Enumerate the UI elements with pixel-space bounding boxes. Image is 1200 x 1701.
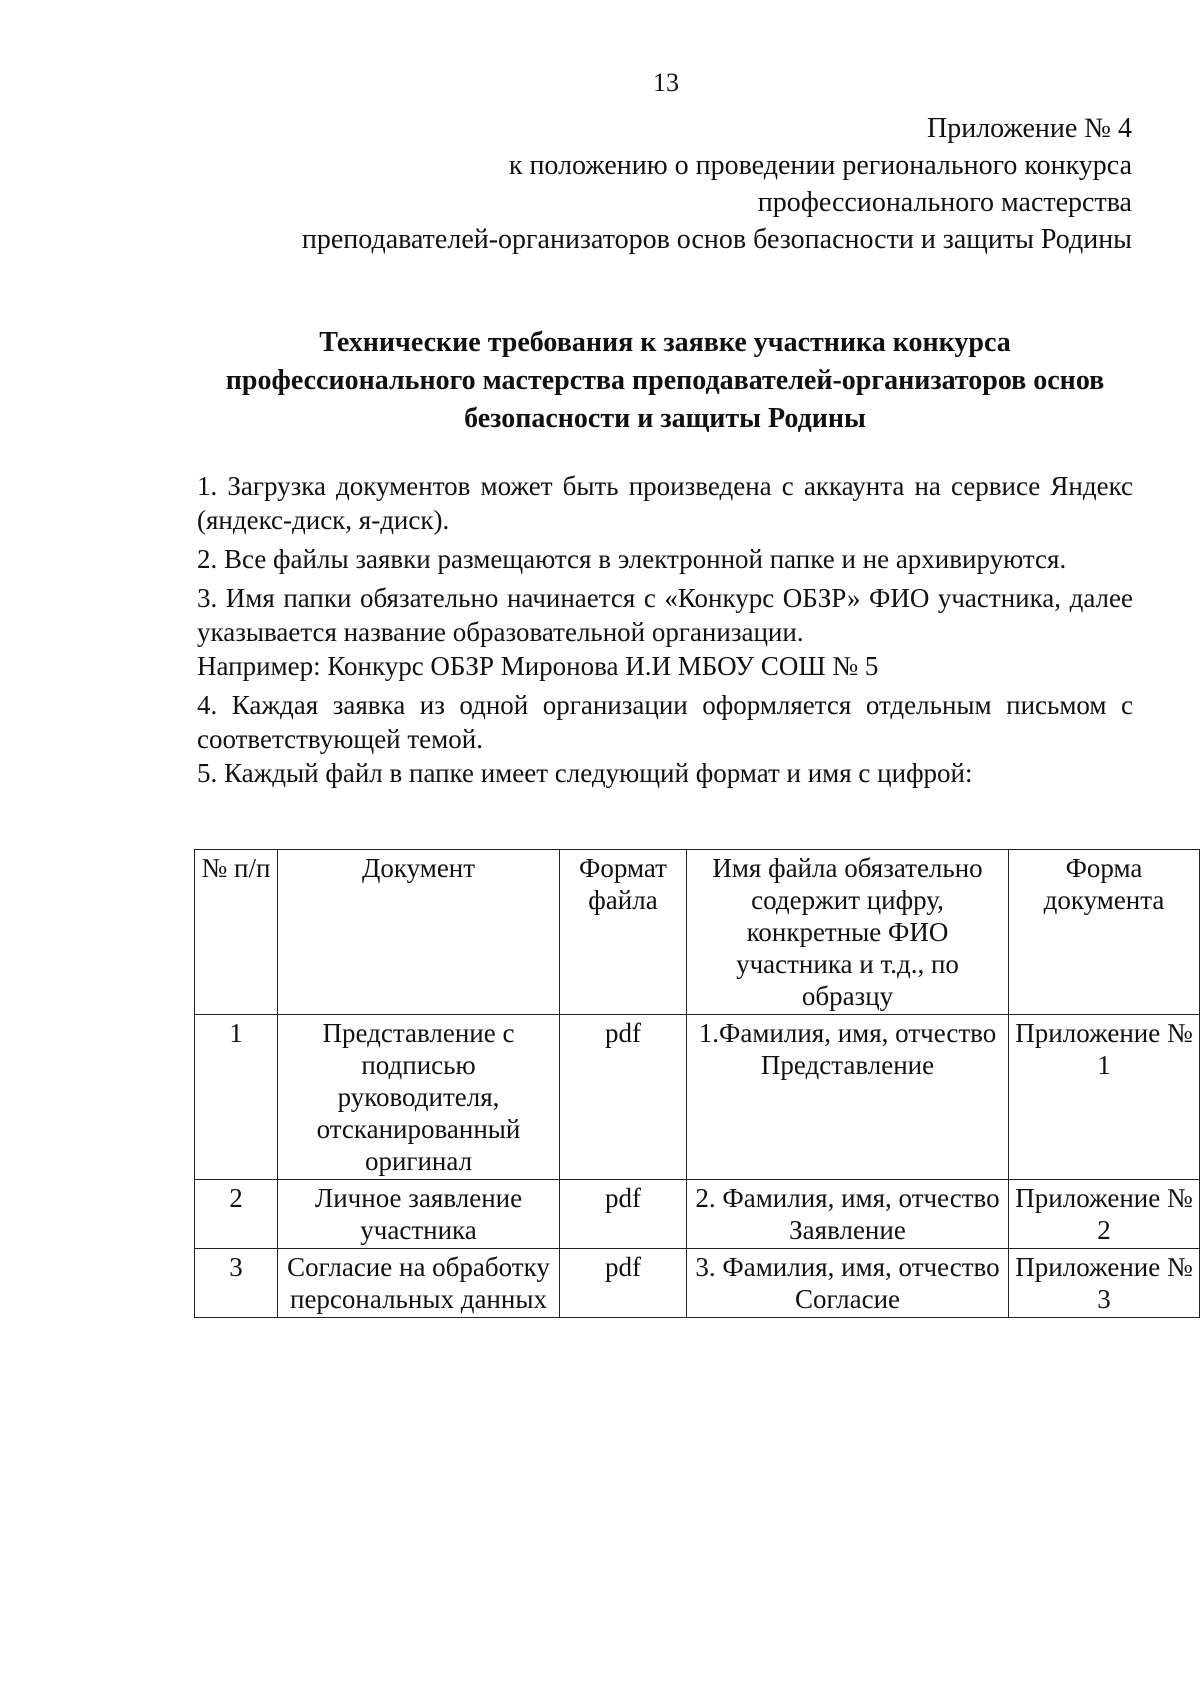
- cell-document: Согласие на обработку персональных данных: [278, 1249, 560, 1318]
- cell-document: Личное заявление участника: [278, 1180, 560, 1249]
- appendix-header: [232, 110, 1132, 258]
- requirements-table: [194, 849, 1200, 1318]
- header-form: Форма документа: [1009, 850, 1200, 1015]
- title-line: Технические требования к заявке участника конкурса: [319, 327, 1011, 358]
- table-header-row: [195, 850, 1200, 1015]
- header-format: Формат файла: [560, 850, 687, 1015]
- page-number: 13: [653, 68, 679, 97]
- paragraph: 3. Имя папки обязательно начинается с «Конкурс ОБЗР» ФИО участника, далее указывается название образовательной организации.: [197, 583, 1133, 647]
- table-row: [195, 1249, 1200, 1318]
- cell-filename: 2. Фамилия, имя, отчество Заявление: [687, 1180, 1009, 1249]
- appendix-line: Приложение № 4: [927, 113, 1132, 144]
- appendix-line: профессионального мастерства: [757, 187, 1132, 218]
- cell-format: pdf: [560, 1015, 687, 1180]
- appendix-line: к положению о проведении регионального конкурса: [508, 150, 1132, 181]
- cell-format: pdf: [560, 1249, 687, 1318]
- table-row: [195, 1015, 1200, 1180]
- appendix-line: преподавателей-организаторов основ безопасности и защиты Родины: [301, 224, 1132, 255]
- cell-format: pdf: [560, 1180, 687, 1249]
- cell-number: 2: [195, 1180, 278, 1249]
- title-line: профессионального мастерства преподавателей-организаторов основ: [225, 365, 1105, 396]
- cell-number: 3: [195, 1249, 278, 1318]
- paragraph: 2. Все файлы заявки размещаются в электронной папке и не архивируются.: [197, 544, 1067, 574]
- paragraph: 5. Каждый файл в папке имеет следующий формат и имя с цифрой:: [197, 758, 973, 788]
- document-title: [190, 324, 1140, 438]
- cell-form: Приложение № 3: [1009, 1249, 1200, 1318]
- cell-number: 1: [195, 1015, 278, 1180]
- cell-filename: 3. Фамилия, имя, отчество Согласие: [687, 1249, 1009, 1318]
- document-body: [197, 469, 1133, 795]
- header-number: № п/п: [195, 850, 278, 1015]
- cell-form: Приложение № 2: [1009, 1180, 1200, 1249]
- table-row: [195, 1180, 1200, 1249]
- title-line: безопасности и защиты Родины: [464, 403, 866, 434]
- cell-form: Приложение № 1: [1009, 1015, 1200, 1180]
- paragraph: 4. Каждая заявка из одной организации оформляется отдельным письмом с соответствующей темой.: [197, 690, 1133, 754]
- cell-filename: 1.Фамилия, имя, отчество Представление: [687, 1015, 1009, 1180]
- paragraph: 1. Загрузка документов может быть произведена с аккаунта на сервисе Яндекс (яндекс-диск, я-диск).: [197, 471, 1133, 535]
- header-document: Документ: [278, 850, 560, 1015]
- paragraph: Например: Конкурс ОБЗР Миронова И.И МБОУ СОШ № 5: [197, 651, 879, 681]
- cell-document: Представление с подписью руководителя, отсканированный оригинал: [278, 1015, 560, 1180]
- header-filename: Имя файла обязательно содержит цифру, конкретные ФИО участника и т.д., по образцу: [687, 850, 1009, 1015]
